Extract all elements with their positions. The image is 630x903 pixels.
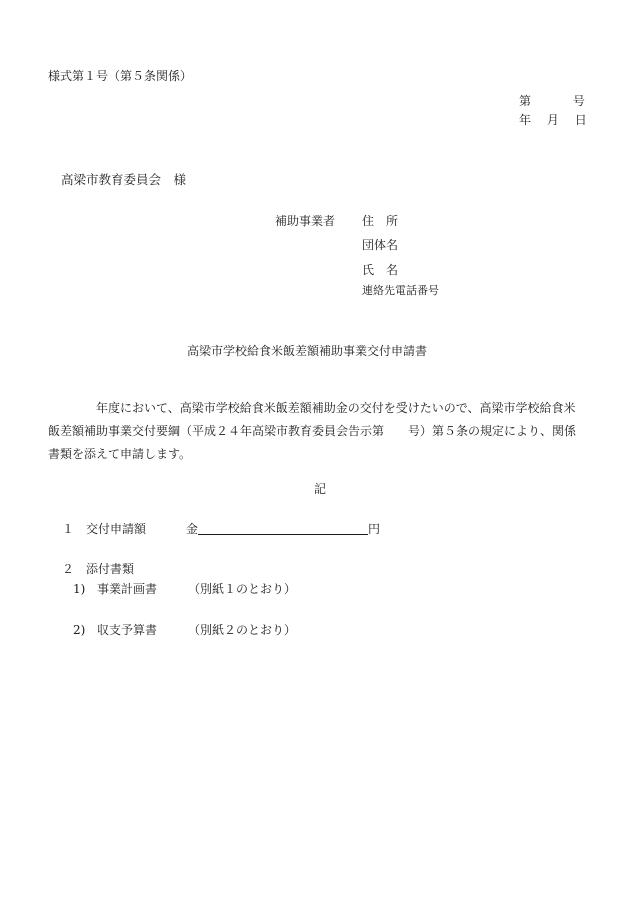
item1-number: １: [62, 522, 75, 536]
applicant-label: 補助事業者: [275, 214, 336, 228]
subitem2-note: （別紙２のとおり）: [188, 623, 297, 637]
applicant-field-group-name: 団体名: [362, 238, 399, 252]
item1-label: 交付申請額: [86, 522, 147, 536]
date-line: [519, 112, 587, 128]
applicant-field-name: 氏 名: [362, 263, 399, 277]
subitem1-number: 1): [73, 582, 86, 596]
ki-heading: 記: [314, 482, 327, 496]
applicant-field-phone: 連絡先電話番号: [362, 284, 439, 297]
subitem2-number: 2): [73, 623, 86, 637]
document-title: 高梁市学校給食米飯差額補助事業交付申請書: [187, 344, 428, 358]
amount-input-line[interactable]: [198, 521, 368, 535]
form-number: 様式第１号（第５条関係）: [48, 69, 193, 83]
subitem1-note: （別紙１のとおり）: [188, 582, 297, 596]
document-number-line: [519, 93, 585, 109]
doc-number-go: 号: [572, 94, 585, 108]
subitem2-label: 収支予算書: [97, 623, 158, 637]
addressee: 高梁市教育委員会 様: [61, 172, 187, 187]
date-month: 月: [546, 113, 559, 127]
item1-amount: [186, 521, 380, 537]
item2-label: 添付書類: [86, 562, 135, 576]
subitem1-label: 事業計画書: [97, 582, 158, 596]
doc-number-dai: 第: [519, 94, 532, 108]
date-year: 年: [519, 113, 532, 127]
item2-number: ２: [62, 562, 75, 576]
date-day: 日: [574, 113, 587, 127]
applicant-field-address: 住 所: [362, 214, 399, 228]
amount-suffix: 円: [368, 522, 381, 536]
amount-prefix: 金: [186, 522, 199, 536]
body-paragraph: 年度において、高梁市学校給食米飯差額補助金の交付を受けたいので、高梁市学校給食米飯差額補助事業交付要綱（平成２４年高梁市教育委員会告示第 号）第５条の規定により、関係書類を添えて申請します。: [48, 401, 577, 461]
